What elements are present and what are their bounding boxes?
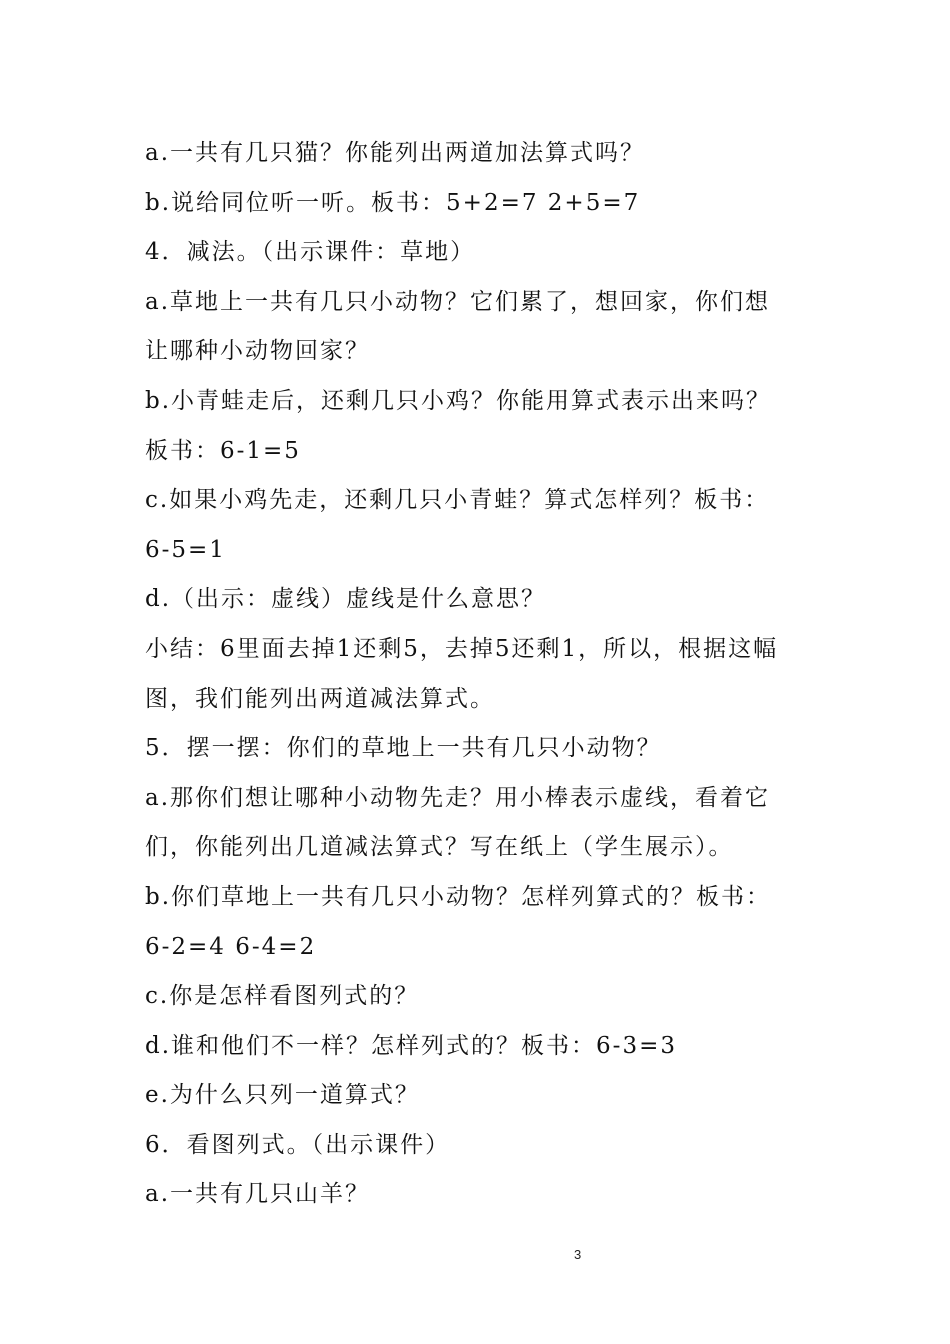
text-line: a.一共有几只猫？你能列出两道加法算式吗？ bbox=[145, 140, 646, 166]
summary-line: 图，我们能列出两道减法算式。 bbox=[145, 685, 495, 712]
text-line: 6-5=1 bbox=[145, 536, 226, 563]
document-body bbox=[145, 129, 825, 1220]
page-number: 3 bbox=[574, 1247, 582, 1262]
text-line: b.说给同位听一听。板书：5+2=7 2+5=7 bbox=[145, 189, 641, 216]
text-line: d.谁和他们不一样？怎样列式的？板书：6-3=3 bbox=[145, 1032, 677, 1059]
text-line: b.小青蛙走后，还剩几只小鸡？你能用算式表示出来吗？ bbox=[145, 387, 772, 414]
text-line: a.草地上一共有几只小动物？它们累了，想回家，你们想 bbox=[145, 288, 771, 315]
section-heading: 5．摆一摆：你们的草地上一共有几只小动物？ bbox=[145, 735, 662, 762]
text-line: c.你是怎样看图列式的？ bbox=[145, 983, 420, 1010]
text-line: c.如果小鸡先走，还剩几只小青蛙？算式怎样列？板书： bbox=[145, 487, 770, 514]
section-heading: 4．减法。（出示课件：草地） bbox=[145, 239, 476, 266]
text-line: a.一共有几只山羊？ bbox=[145, 1181, 371, 1208]
text-line: b.你们草地上一共有几只小动物？怎样列算式的？板书： bbox=[145, 883, 772, 910]
text-line: e.为什么只列一道算式？ bbox=[145, 1082, 420, 1109]
summary-line: 小结：6里面去掉1还剩5，去掉5还剩1，所以，根据这幅 bbox=[145, 635, 779, 662]
text-line: 板书：6-1=5 bbox=[145, 437, 301, 464]
text-line: 6-2=4 6-4=2 bbox=[145, 933, 317, 960]
text-line: d.（出示：虚线）虚线是什么意思？ bbox=[145, 586, 547, 613]
text-line: 们，你能列出几道减法算式？写在纸上（学生展示）。 bbox=[145, 834, 734, 861]
section-heading: 6．看图列式。（出示课件） bbox=[145, 1131, 451, 1158]
text-line: 让哪种小动物回家？ bbox=[145, 338, 370, 365]
text-line: a.那你们想让哪种小动物先走？用小棒表示虚线，看着它 bbox=[145, 784, 771, 811]
